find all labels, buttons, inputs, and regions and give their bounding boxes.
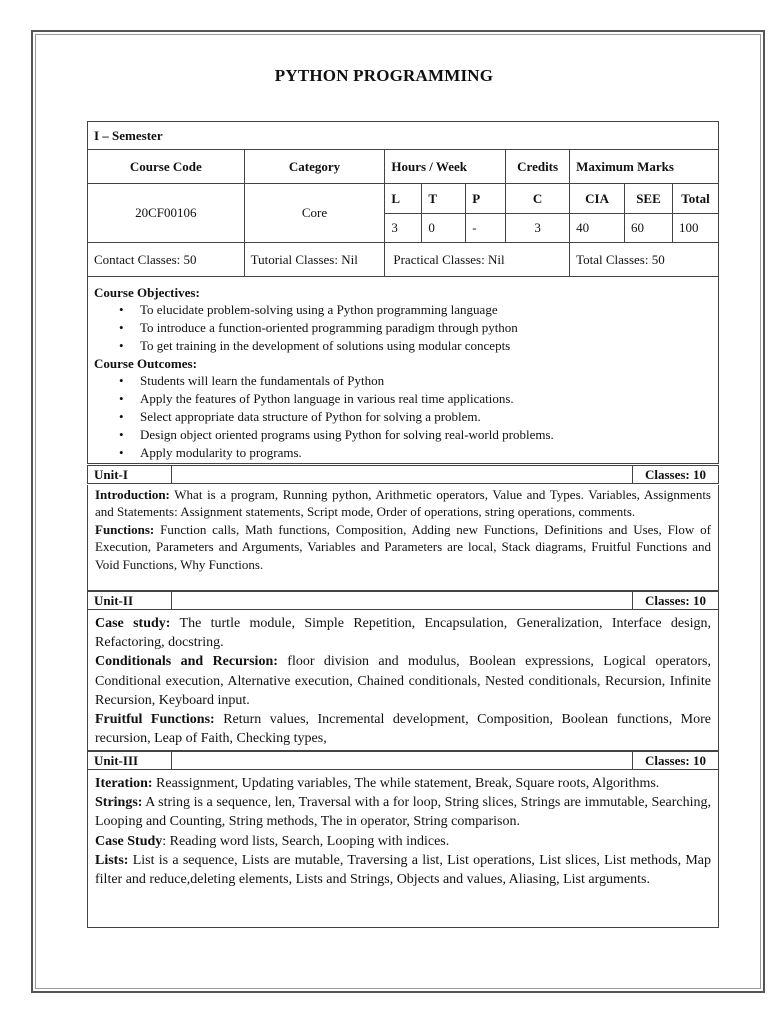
outcomes-heading: Course Outcomes: [94,356,197,371]
l-header: L [385,184,422,214]
unit-2-header [87,591,719,610]
objective-item: • To introduce a function-oriented programming paradigm through python [140,319,712,337]
unit-paragraph [95,486,711,521]
topic-text: What is a program, Running python, Arithmetic operators, Value and Types. Variables, Assignments and Statements: Assignment statements, Script mode, Order of operations, string operations, comments. [95,487,711,520]
contact-classes: Contact Classes: 50 [88,243,245,277]
objectives-list [94,301,712,355]
outcome-item: • Select appropriate data structure of Python for solving a problem. [140,408,712,426]
unit-2-classes: Classes: 10 [632,592,718,609]
cia-value: 40 [570,214,625,243]
unit-paragraph [95,710,711,748]
hours-week-header: Hours / Week [385,150,506,184]
course-info-table [87,121,719,277]
topic-text: Return values, Incremental development, Composition, Boolean functions, More recursion, Leap of Faith, Checking types, [95,712,711,747]
topic-label: Strings: [95,795,143,811]
objective-item: • To get training in the development of solutions using modular concepts [140,337,712,355]
topic-text: The turtle module, Simple Repetition, Encapsulation, Generalization, Interface design, Refactoring, docstring. [95,616,711,651]
unit-2-name: Unit-II [88,592,172,609]
p-value: - [466,214,506,243]
outcome-item: • Students will learn the fundamentals of Python [140,372,712,390]
document-title: PYTHON PROGRAMMING [274,66,494,85]
topic-text: A string is a sequence, len, Traversal with a for loop, String slices, Strings are immutable, Searching, Looping and Counting, String methods, The in operator, String comparison. [95,795,711,830]
unit-1-body [87,485,719,591]
topic-text: Reassignment, Updating variables, The while statement, Break, Square roots, Algorithms. [152,776,660,791]
see-header: SEE [625,184,673,214]
unit-1-header [87,465,719,484]
unit-paragraph [95,793,711,831]
outcome-item: • Apply modularity to programs. [140,444,712,462]
unit-paragraph [95,851,711,889]
unit-1-classes: Classes: 10 [632,466,718,483]
course-code-header: Course Code [88,150,245,184]
topic-label: Introduction: [95,487,170,502]
cia-header: CIA [570,184,625,214]
objectives-heading: Course Objectives: [94,285,200,300]
c-value: 3 [506,214,570,243]
total-classes: Total Classes: 50 [570,243,719,277]
unit-paragraph [95,614,711,652]
topic-text: : Reading word lists, Search, Looping with indices. [162,833,450,849]
unit-paragraph [95,652,711,710]
p-header: P [466,184,506,214]
topic-label: Case study: [95,616,171,631]
unit-3-classes: Classes: 10 [632,752,718,769]
topic-label: Conditionals and Recursion: [95,654,278,670]
topic-label: Lists: [95,852,129,868]
unit-1-name: Unit-I [88,466,172,483]
semester-cell: I – Semester [88,122,719,150]
t-value: 0 [422,214,466,243]
topic-label: Fruitful Functions: [95,712,215,728]
topic-text: Function calls, Math functions, Composition, Adding new Functions, Definitions and Uses, Flow of Execution, Parameters and Arguments, Variables and Parameters are local, Stack diagrams, Fruitful Functions and Void Functions, Why Functions. [95,521,711,572]
unit-paragraph [95,832,711,851]
outcome-item: • Apply the features of Python language in various real time applications. [140,390,712,408]
total-header: Total [672,184,718,214]
credits-header: Credits [506,150,570,184]
topic-label: Functions: [95,521,155,537]
tutorial-classes: Tutorial Classes: Nil [244,243,385,277]
unit-paragraph [95,521,711,573]
c-header: C [506,184,570,214]
unit-2-body [87,610,719,751]
outcome-item: • Design object oriented programs using Python for solving real-world problems. [140,426,712,444]
see-value: 60 [625,214,673,243]
total-value: 100 [672,214,718,243]
t-header: T [422,184,466,214]
practical-classes: Practical Classes: Nil [385,243,570,277]
unit-3-body [87,770,719,928]
topic-label: Iteration: [95,776,153,791]
topic-text: floor division and modulus, Boolean expressions, Logical operators, Conditional execution, Alternative execution, Chained conditionals, Nested conditionals, Recursion, Infinite Recursion, Keyboard input. [95,654,711,708]
objectives-outcomes-box [87,276,719,464]
unit-paragraph [95,774,711,793]
category-header: Category [244,150,385,184]
l-value: 3 [385,214,422,243]
maximum-marks-header: Maximum Marks [570,150,719,184]
topic-text: List is a sequence, Lists are mutable, Traversing a list, List operations, List slices, List methods, Map filter and reduce,deleting elements, Lists and Strings, Objects and values, Aliasing, List arguments. [95,852,711,888]
outcomes-list [94,372,712,462]
category-value: Core [244,184,385,243]
course-code-value: 20CF00106 [88,184,245,243]
objective-item: • To elucidate problem-solving using a Python programming language [140,301,712,319]
topic-label: Case Study [95,833,163,849]
unit-3-header [87,751,719,770]
unit-3-name: Unit-III [88,752,172,769]
